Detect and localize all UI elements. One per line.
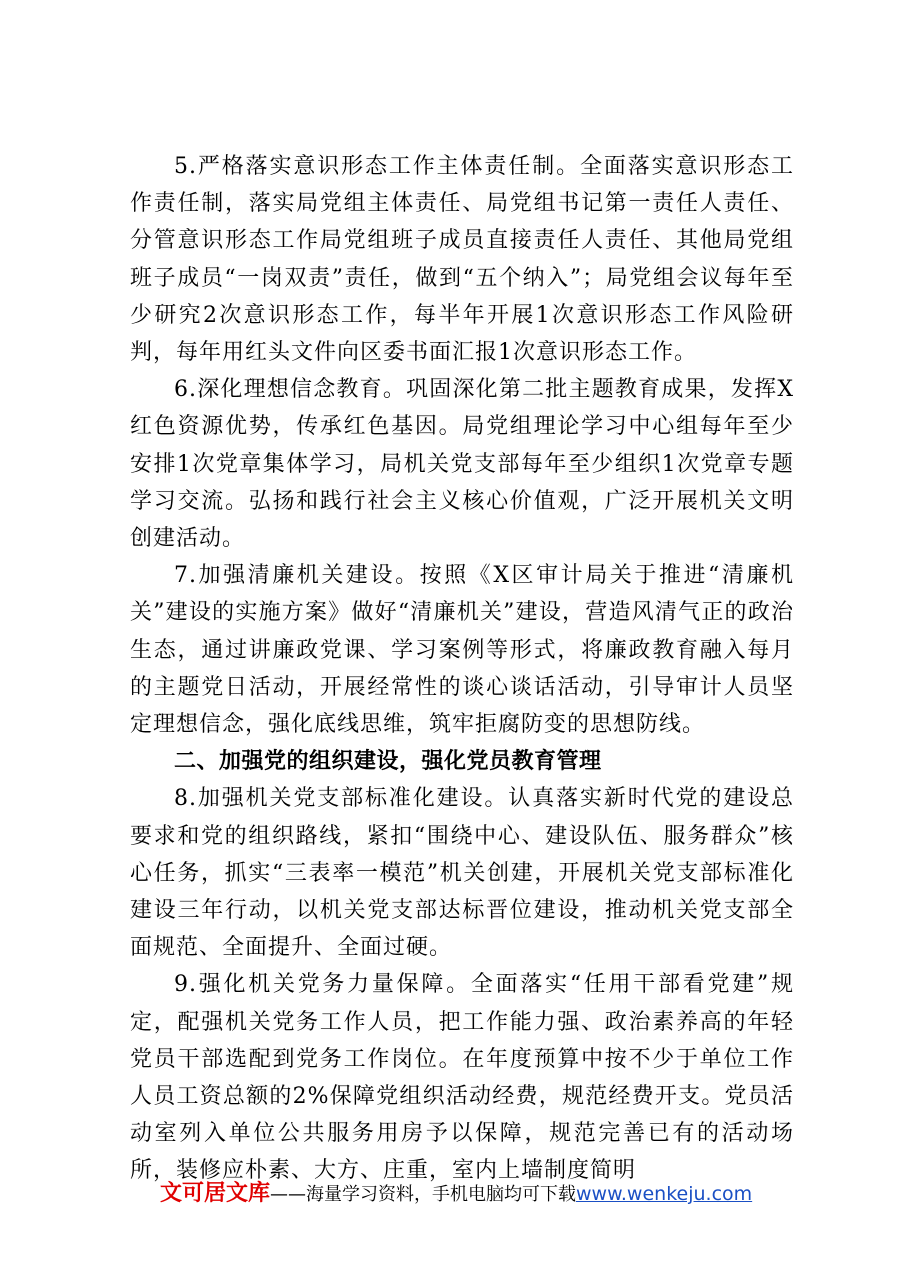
footer-slogan: ——海量学习资料，手机电脑均可下载: [270, 1184, 577, 1205]
paragraph-7: 7.加强清廉机关建设。按照《X区审计局关于推进“清廉机关”建设的实施方案》做好“清廉机关”建设，营造风清气正的政治生态，通过讲廉政党课、学习案例等形式，将廉政教育融入每月的主题党日活动，开展经常性的谈心谈话活动，引导审计人员坚定理想信念，强化底线思维，筑牢拒腐防变的思想防线。: [130, 563, 794, 738]
paragraph-9: 9.强化机关党务力量保障。全面落实“任用干部看党建”规定，配强机关党务工作人员，把工作能力强、政治素养高的年轻党员干部选配到党务工作岗位。在年度预算中按不少于单位工作人员工资总额的2%保障党组织活动经费，规范经费开支。党员活动室列入单位公共服务用房予以保障，规范完善已有的活动场所，装修应朴素、大方、庄重，室内上墙制度简明: [130, 972, 794, 1184]
footer-brand: 文可居文库: [160, 1181, 271, 1206]
paragraph-5: 5.严格落实意识形态工作主体责任制。全面落实意识形态工作责任制，落实局党组主体责任、局党组书记第一责任人责任、分管意识形态工作局党组班子成员直接责任人责任、其他局党组班子成员“一岗双责”责任，做到“五个纳入”；局党组会议每年至少研究2次意识形态工作，每半年开展1次意识形态工作风险研判，每年用红头文件向区委书面汇报1次意识形态工作。: [130, 154, 794, 366]
footer-link[interactable]: www.wenkeju.com: [576, 1183, 753, 1205]
document-body: [130, 148, 794, 1190]
footer-banner: [160, 1176, 780, 1212]
paragraph-6: 6.深化理想信念教育。巩固深化第二批主题教育成果，发挥X红色资源优势，传承红色基因。局党组理论学习中心组每年至少安排1次党章集体学习，局机关党支部每年至少组织1次党章专题学习交流。弘扬和践行社会主义核心价值观，广泛开展机关文明创建活动。: [130, 377, 794, 552]
paragraph-8: 8.加强机关党支部标准化建设。认真落实新时代党的建设总要求和党的组织路线，紧扣“围绕中心、建设队伍、服务群众”核心任务，抓实“三表率一模范”机关创建，开展机关党支部标准化建设三年行动，以机关党支部达标晋位建设，推动机关党支部全面规范、全面提升、全面过硬。: [130, 786, 794, 961]
section-heading-2: 二、加强党的组织建设，强化党员教育管理: [174, 749, 602, 775]
